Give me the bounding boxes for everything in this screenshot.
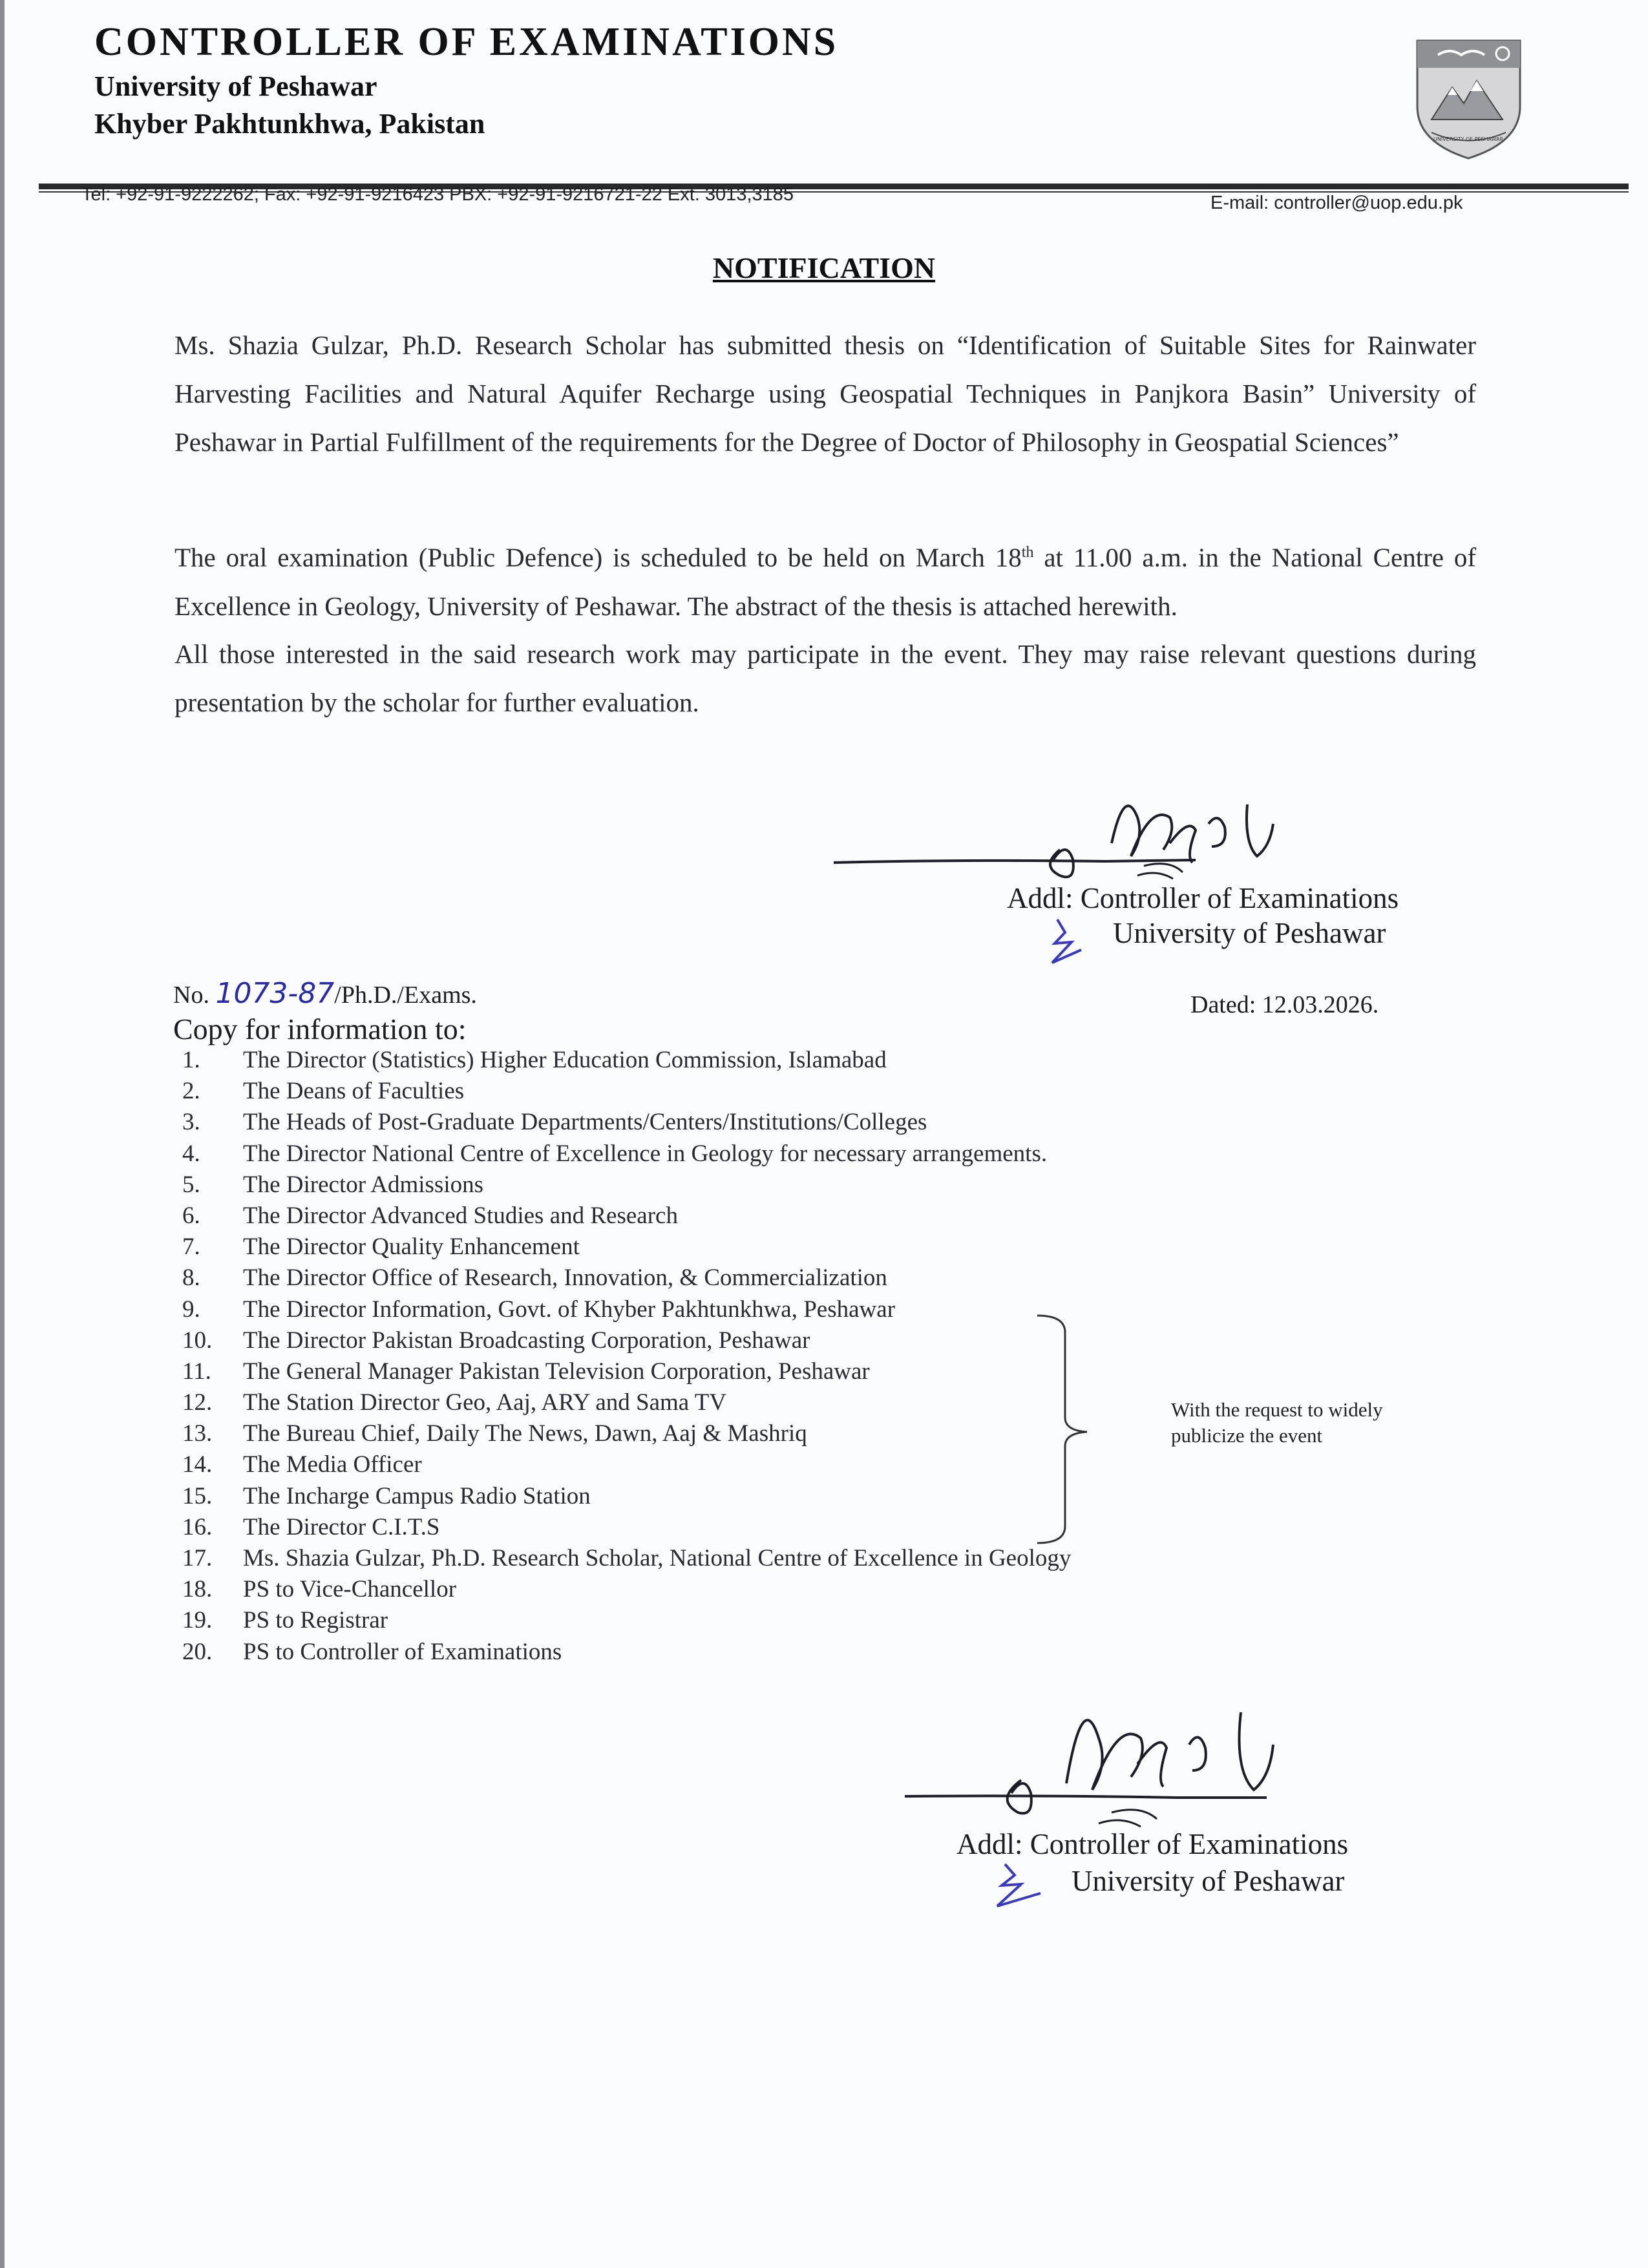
copy-to-item-text: PS to Vice-Chancellor — [243, 1576, 457, 1603]
copy-to-item — [182, 1325, 1281, 1356]
copy-to-item-text: The Director C.I.T.S — [243, 1513, 440, 1540]
copy-to-item-number: 7. — [182, 1234, 200, 1261]
notification-paragraph-1: Ms. Shazia Gulzar, Ph.D. Research Scholar has submitted thesis on “Identification of Suitable Sites for Rainwater Harvesting Facilities and Natural Aquifer Recharge using Geospatial Techniques in Panjkora Basin” University of Peshawar in Partial Fulfillment of the requirements for the Degree of Doctor of Philosophy in Geospatial Sciences” — [174, 330, 1476, 457]
bracket-note: With the request to widely publicize the event — [1171, 1398, 1383, 1447]
copy-to-item-number: 12. — [182, 1389, 213, 1416]
reference-handwritten-number: 1073-87 — [215, 977, 335, 1010]
copy-to-item-number: 13. — [182, 1420, 213, 1447]
copy-to-item — [182, 1387, 1281, 1418]
notification-heading: NOTIFICATION — [712, 251, 936, 284]
para2-superscript: th — [1021, 544, 1034, 561]
copy-to-item — [182, 1045, 1281, 1076]
copy-to-item-number: 18. — [182, 1576, 213, 1603]
para2-text-before: The oral examination (Public Defence) is scheduled to be held on March 18 — [174, 542, 1022, 572]
grouping-bracket-icon — [1034, 1313, 1092, 1546]
copy-to-item-text: The Incharge Campus Radio Station — [243, 1482, 591, 1509]
copy-to-item-number: 10. — [182, 1327, 213, 1354]
copy-to-item — [182, 1201, 1281, 1232]
reference-prefix: No. — [173, 982, 209, 1009]
copy-to-item-text: The Director Pakistan Broadcasting Corporation, Peshawar — [243, 1327, 810, 1354]
copy-to-item-text: The Director Admissions — [243, 1171, 484, 1198]
copy-to-item-text: The Bureau Chief, Daily The News, Dawn, Aaj & Mashriq — [243, 1420, 807, 1447]
copy-to-item-text: Ms. Shazia Gulzar, Ph.D. Research Scholar, National Centre of Excellence in Geology — [243, 1545, 1072, 1571]
copy-to-item-text: The Director Quality Enhancement — [243, 1234, 580, 1261]
copy-to-item — [182, 1232, 1281, 1263]
copy-to-item-text: The Media Officer — [243, 1451, 422, 1478]
contact-phones: Tel: +92-91-9222262; Fax: +92-91-9216423 PBX: +92-91-9216721-22 Ext. 3013,3185 — [81, 184, 794, 205]
copy-to-item-text: The Director National Centre of Excellence in Geology for necessary arrangements. — [243, 1140, 1048, 1167]
signature-1-icon — [834, 779, 1351, 895]
dated-line: Dated: 12.03.2026. — [1190, 991, 1379, 1018]
initial-mark-2-icon — [992, 1861, 1050, 1913]
copy-to-item — [182, 1139, 1281, 1170]
scan-edge — [0, 0, 5, 2268]
copy-to-item-number: 2. — [182, 1078, 200, 1105]
copy-to-item-text: The General Manager Pakistan Television Corporation, Peshawar — [243, 1358, 870, 1385]
copy-to-item — [182, 1543, 1281, 1574]
copy-to-item — [182, 1512, 1281, 1543]
copy-to-item — [182, 1263, 1281, 1294]
copy-to-item-number: 16. — [182, 1513, 213, 1540]
copy-to-item-text: The Director Office of Research, Innovation, & Commercialization — [243, 1265, 887, 1292]
signature-1-title: Addl: Controller of Examinations — [1007, 882, 1399, 914]
university-seal-icon — [1412, 36, 1525, 162]
copy-to-item-number: 6. — [182, 1202, 200, 1229]
signature-1-university: University of Peshawar — [1113, 917, 1386, 949]
reference-suffix: /Ph.D./Exams. — [334, 982, 477, 1009]
copy-to-item — [182, 1449, 1281, 1480]
seal-text: UNIVERSITY OF PESHAWAR — [1433, 136, 1503, 142]
copy-to-item — [182, 1076, 1281, 1107]
copy-to-item-number: 20. — [182, 1638, 213, 1665]
letterhead-province: Khyber Pakhtunkhwa, Pakistan — [94, 108, 485, 140]
notification-paragraph-3: All those interested in the said research work may participate in the event. They may raise relevant questions during presentation by the scholar for further evaluation. — [174, 639, 1476, 717]
copy-to-item-number: 5. — [182, 1171, 200, 1198]
copy-to-item-text: The Director (Statistics) Higher Education Commission, Islamabad — [243, 1047, 887, 1073]
copy-to-item — [182, 1605, 1281, 1636]
letterhead-university: University of Peshawar — [94, 70, 377, 102]
signature-2-icon — [905, 1686, 1383, 1835]
copy-to-item-text: The Director Information, Govt. of Khyber Pakhtunkhwa, Peshawar — [243, 1296, 896, 1323]
copy-to-item-number: 19. — [182, 1607, 213, 1634]
copy-to-item — [182, 1294, 1281, 1325]
copy-to-item-number: 1. — [182, 1047, 200, 1073]
initial-mark-1-icon — [1046, 916, 1091, 968]
copy-to-item-number: 3. — [182, 1109, 200, 1136]
signature-2-title: Addl: Controller of Examinations — [956, 1828, 1349, 1860]
copy-to-item — [182, 1481, 1281, 1512]
copy-to-item-number: 8. — [182, 1265, 200, 1292]
copy-to-item-text: The Heads of Post-Graduate Departments/Centers/Institutions/Colleges — [243, 1109, 927, 1136]
copy-to-item-number: 15. — [182, 1482, 213, 1509]
copy-to-label: Copy for information to: — [173, 1013, 467, 1045]
copy-to-item — [182, 1107, 1281, 1138]
copy-to-list — [182, 1045, 1281, 1668]
copy-to-item — [182, 1418, 1281, 1449]
copy-to-item-number: 9. — [182, 1296, 200, 1323]
notification-paragraph-2 — [174, 529, 1476, 631]
contact-email: E-mail: controller@uop.edu.pk — [1210, 193, 1463, 213]
copy-to-item-text: The Director Advanced Studies and Research — [243, 1202, 678, 1229]
copy-to-item-text: The Deans of Faculties — [243, 1078, 465, 1105]
signature-2-university: University of Peshawar — [1072, 1865, 1345, 1897]
copy-to-item — [182, 1574, 1281, 1605]
copy-to-item — [182, 1170, 1281, 1201]
para2-text-after: at 11.00 a.m. in the National Centre of Excellence in Geology, University of Peshawar. The abstract of the thesis is attached herewith. — [174, 542, 1476, 621]
copy-to-item — [182, 1637, 1281, 1668]
copy-to-item-number: 4. — [182, 1140, 200, 1167]
copy-to-item-number: 14. — [182, 1451, 213, 1478]
reference-number — [173, 977, 477, 1010]
copy-to-item-text: PS to Registrar — [243, 1607, 388, 1634]
letterhead-title: CONTROLLER OF EXAMINATIONS — [94, 20, 839, 64]
copy-to-item-text: PS to Controller of Examinations — [243, 1638, 562, 1665]
copy-to-item — [182, 1356, 1281, 1387]
copy-to-item-number: 17. — [182, 1545, 213, 1571]
copy-to-item-number: 11. — [182, 1358, 211, 1385]
copy-to-item-text: The Station Director Geo, Aaj, ARY and Sama TV — [243, 1389, 727, 1416]
